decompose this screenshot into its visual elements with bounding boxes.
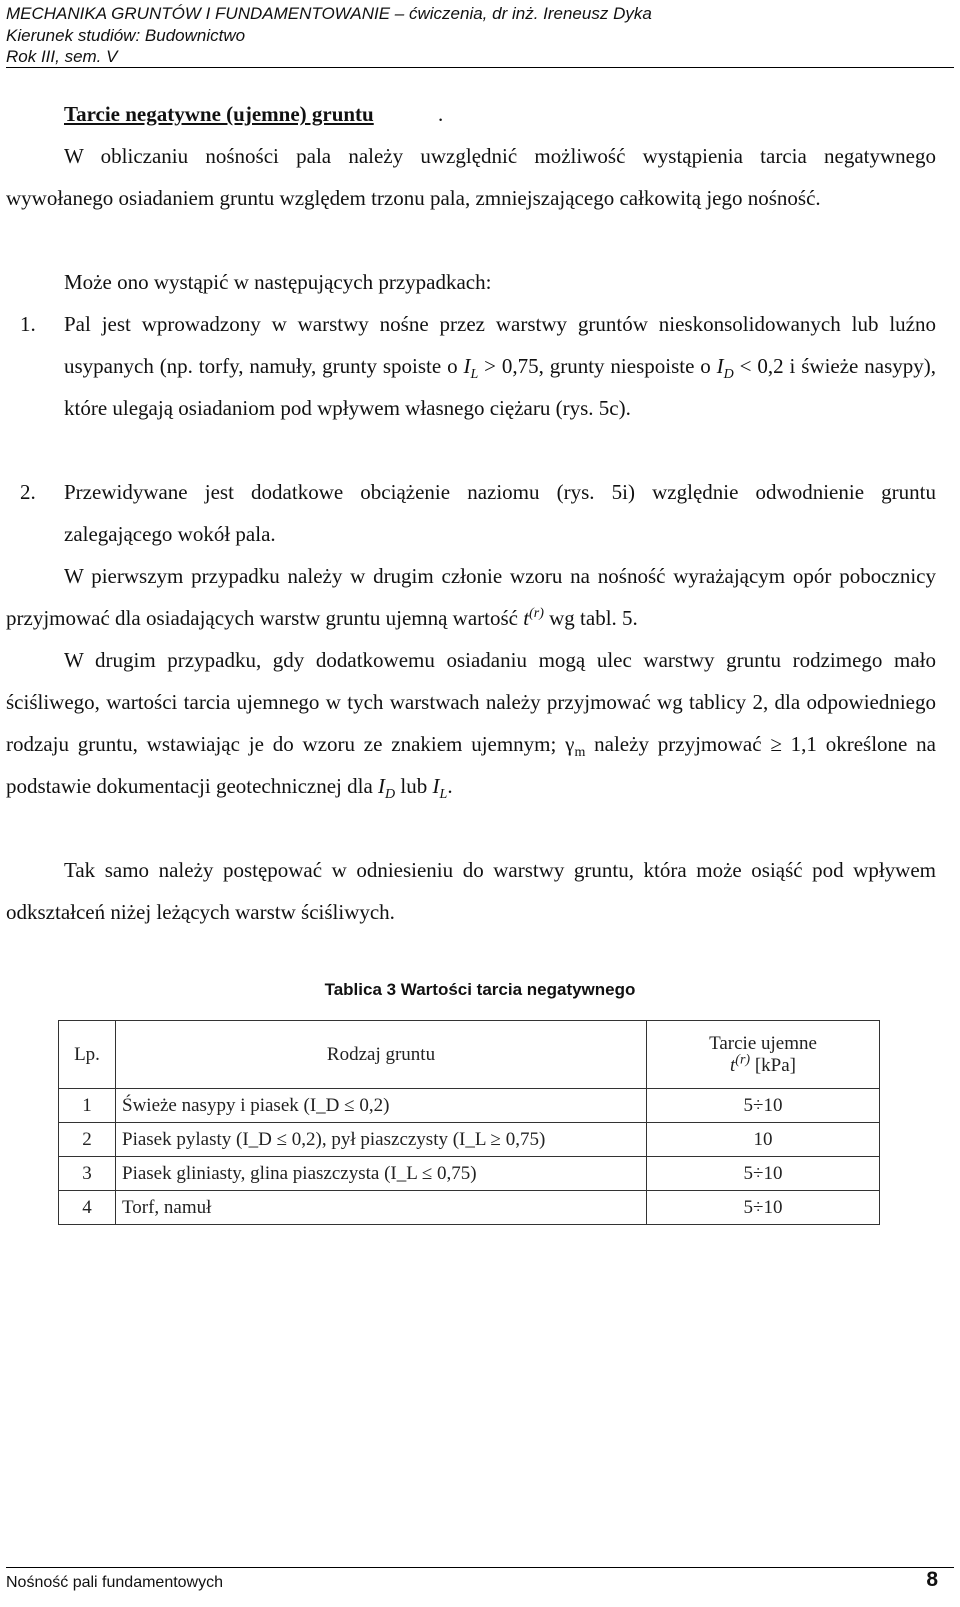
list-number-2: 2. [20,480,36,504]
table-row [59,1089,880,1123]
header-line-course: MECHANIKA GRUNTÓW I FUNDAMENTOWANIE – ćwiczenia, dr inż. Ireneusz Dyka [6,4,652,23]
page-number: 8 [926,1568,938,1591]
negative-friction-table [58,1020,880,1225]
header-negative-friction: Tarcie ujemne $t^{(r)}$ [kPa] [647,1021,880,1089]
cell-soil-type: Torf, namuł [116,1191,647,1225]
cell-lp: 1 [59,1089,116,1123]
paragraph-cases-lead: Może ono wystąpić w następujących przypadkach: [64,270,492,294]
cell-soil-type: Świeże nasypy i piasek (I_D ≤ 0,2) [116,1089,647,1123]
table-row [59,1191,880,1225]
list-number-1: 1. [20,312,36,336]
list-item-2: Przewidywane jest dodatkowe obciążenie naziomu (rys. 5i) względnie odwodnienie gruntu zalegającego wokół pala. [64,480,936,546]
paragraph-first-case: W pierwszym przypadku należy w drugim członie wzoru na nośność wyrażającym opór pobocznicy przyjmować dla osiadających warstw gruntu ujemną wartość $t^{(r)}$ wg tabl. 5. [6,564,936,630]
cell-value: 10 [647,1123,880,1157]
paragraph-same-procedure: Tak samo należy postępować w odniesieniu do warstwy gruntu, która może osiąść pod wpływem odkształceń niżej leżących warstw ściśliwych. [6,858,936,924]
header-soil-type: Rodzaj gruntu [116,1021,647,1089]
header-divider [6,67,954,68]
cell-lp: 4 [59,1191,116,1225]
page-header [6,3,652,68]
table-row [59,1157,880,1191]
cell-soil-type: Piasek gliniasty, glina piaszczysta (I_L ≤ 0,75) [116,1157,647,1191]
footer-title: Nośność pali fundamentowych [6,1574,224,1591]
header-line-field: Kierunek studiów: Budownictwo [6,25,246,45]
table-header-row [59,1021,880,1089]
cell-value: 5÷10 [647,1191,880,1225]
cell-value: 5÷10 [647,1157,880,1191]
document-page: MECHANIKA GRUNTÓW I FUNDAMENTOWANIE – ćwiczenia, dr inż. Ireneusz Dyka Kierunek studiów: Budownictwo Rok III, sem. V Tarcie negatywne (ujemne) gruntu . W obliczaniu nośności pala należy uwzględnić możliwość wystąpienia tarcia negatywnego wywołanego osiadaniem gruntu względem trzonu pala, zmniejszającego całkowitą jego nośność. Może ono wystąpić w następujących przypadkach: 1. Pal jest wprowadzony w warstwy nośne przez warstwy gruntów nieskonsolidowanych lub luźno usypanych (np. torfy, namuły, grunty spoiste o $I_L > 0,75$, grunty niespoiste o $I_D < 0,2$ i świeże nasypy), które ulegają osiadaniom pod wpływem własnego ciężaru (rys. 5c). 2. Przewidywane jest dodatkowe obciążenie naziomu (rys. 5i) względnie odwodnienie gruntu zalegającego wokół pala. W pierwszym przypadku należy w drugim członie wzoru na nośność wyrażającym opór pobocznicy przyjmować dla osiadających warstw gruntu ujemną wartość $t^{(r)}$ wg tabl. 5. W drugim przypadku, gdy dodatkowemu osiadaniu mogą ulec warstwy gruntu rodzimego mało ściśliwego, wartości tarcia ujemnego w tych warstwach należy przyjmować wg tablicy 2, dla odpowiedniego rodzaju gruntu, wstawiając je do wzoru ze znakiem ujemnym; $\gamma_m$ należy przyjmować ≥ 1,1 określone na podstawie dokumentacji geotechnicznej dla $I_D$ lub $I_L$. Tak samo należy postępować w odniesieniu do warstwy gruntu, która może osiąść pod wpływem odkształceń niżej leżących warstw ściśliwych. Tablica 3 Wartości tarcia negatywnego Lp. Rodzaj gruntu Tarcie ujemne $t^{(r)}$ [kPa] 1 Świeże nasypy i piasek (I_D ≤ 0,2) 5÷10 2 Piasek pylasty (I_D ≤ 0,2), pył piaszczysty (I_L ≥ 0,75) 10 3 Piasek gliniasty, glina piaszczysta (I_L ≤ 0,75) 5÷10 4 Torf, namuł 5÷10 Nośność pali fundamentowych 8 [0,0,960,1607]
section-title: Tarcie negatywne (ujemne) gruntu [64,102,374,126]
paragraph-second-case: W drugim przypadku, gdy dodatkowemu osiadaniu mogą ulec warstwy gruntu rodzimego mało ściśliwego, wartości tarcia ujemnego w tych warstwach należy przyjmować wg tablicy 2, dla odpowiedniego rodzaju gruntu, wstawiając je do wzoru ze znakiem ujemnym; $\gamma_m$ należy przyjmować ≥ 1,1 określone na podstawie dokumentacji geotechnicznej dla $I_D$ lub $I_L$. [6,648,937,803]
paragraph-intro: W obliczaniu nośności pala należy uwzględnić możliwość wystąpienia tarcia negatywnego wywołanego osiadaniem gruntu względem trzonu pala, zmniejszającego całkowitą jego nośność. [6,144,936,210]
table-caption: Tablica 3 Wartości tarcia negatywnego [324,980,636,999]
table-row [59,1123,880,1157]
header-lp: Lp. [59,1021,116,1089]
header-line-year: Rok III, sem. V [6,47,118,66]
cell-soil-type: Piasek pylasty (I_D ≤ 0,2), pył piaszczysty (I_L ≥ 0,75) [116,1123,647,1157]
footer-divider [6,1567,954,1568]
cell-value: 5÷10 [647,1089,880,1123]
cell-lp: 3 [59,1157,116,1191]
list-item-1: Pal jest wprowadzony w warstwy nośne przez warstwy gruntów nieskonsolidowanych lub luźno usypanych (np. torfy, namuły, grunty spoiste o $I_L > 0,75$, grunty niespoiste o $I_D < 0,2$ i świeże nasypy), które ulegają osiadaniom pod wpływem własnego ciężaru (rys. 5c). [64,312,936,420]
cell-lp: 2 [59,1123,116,1157]
